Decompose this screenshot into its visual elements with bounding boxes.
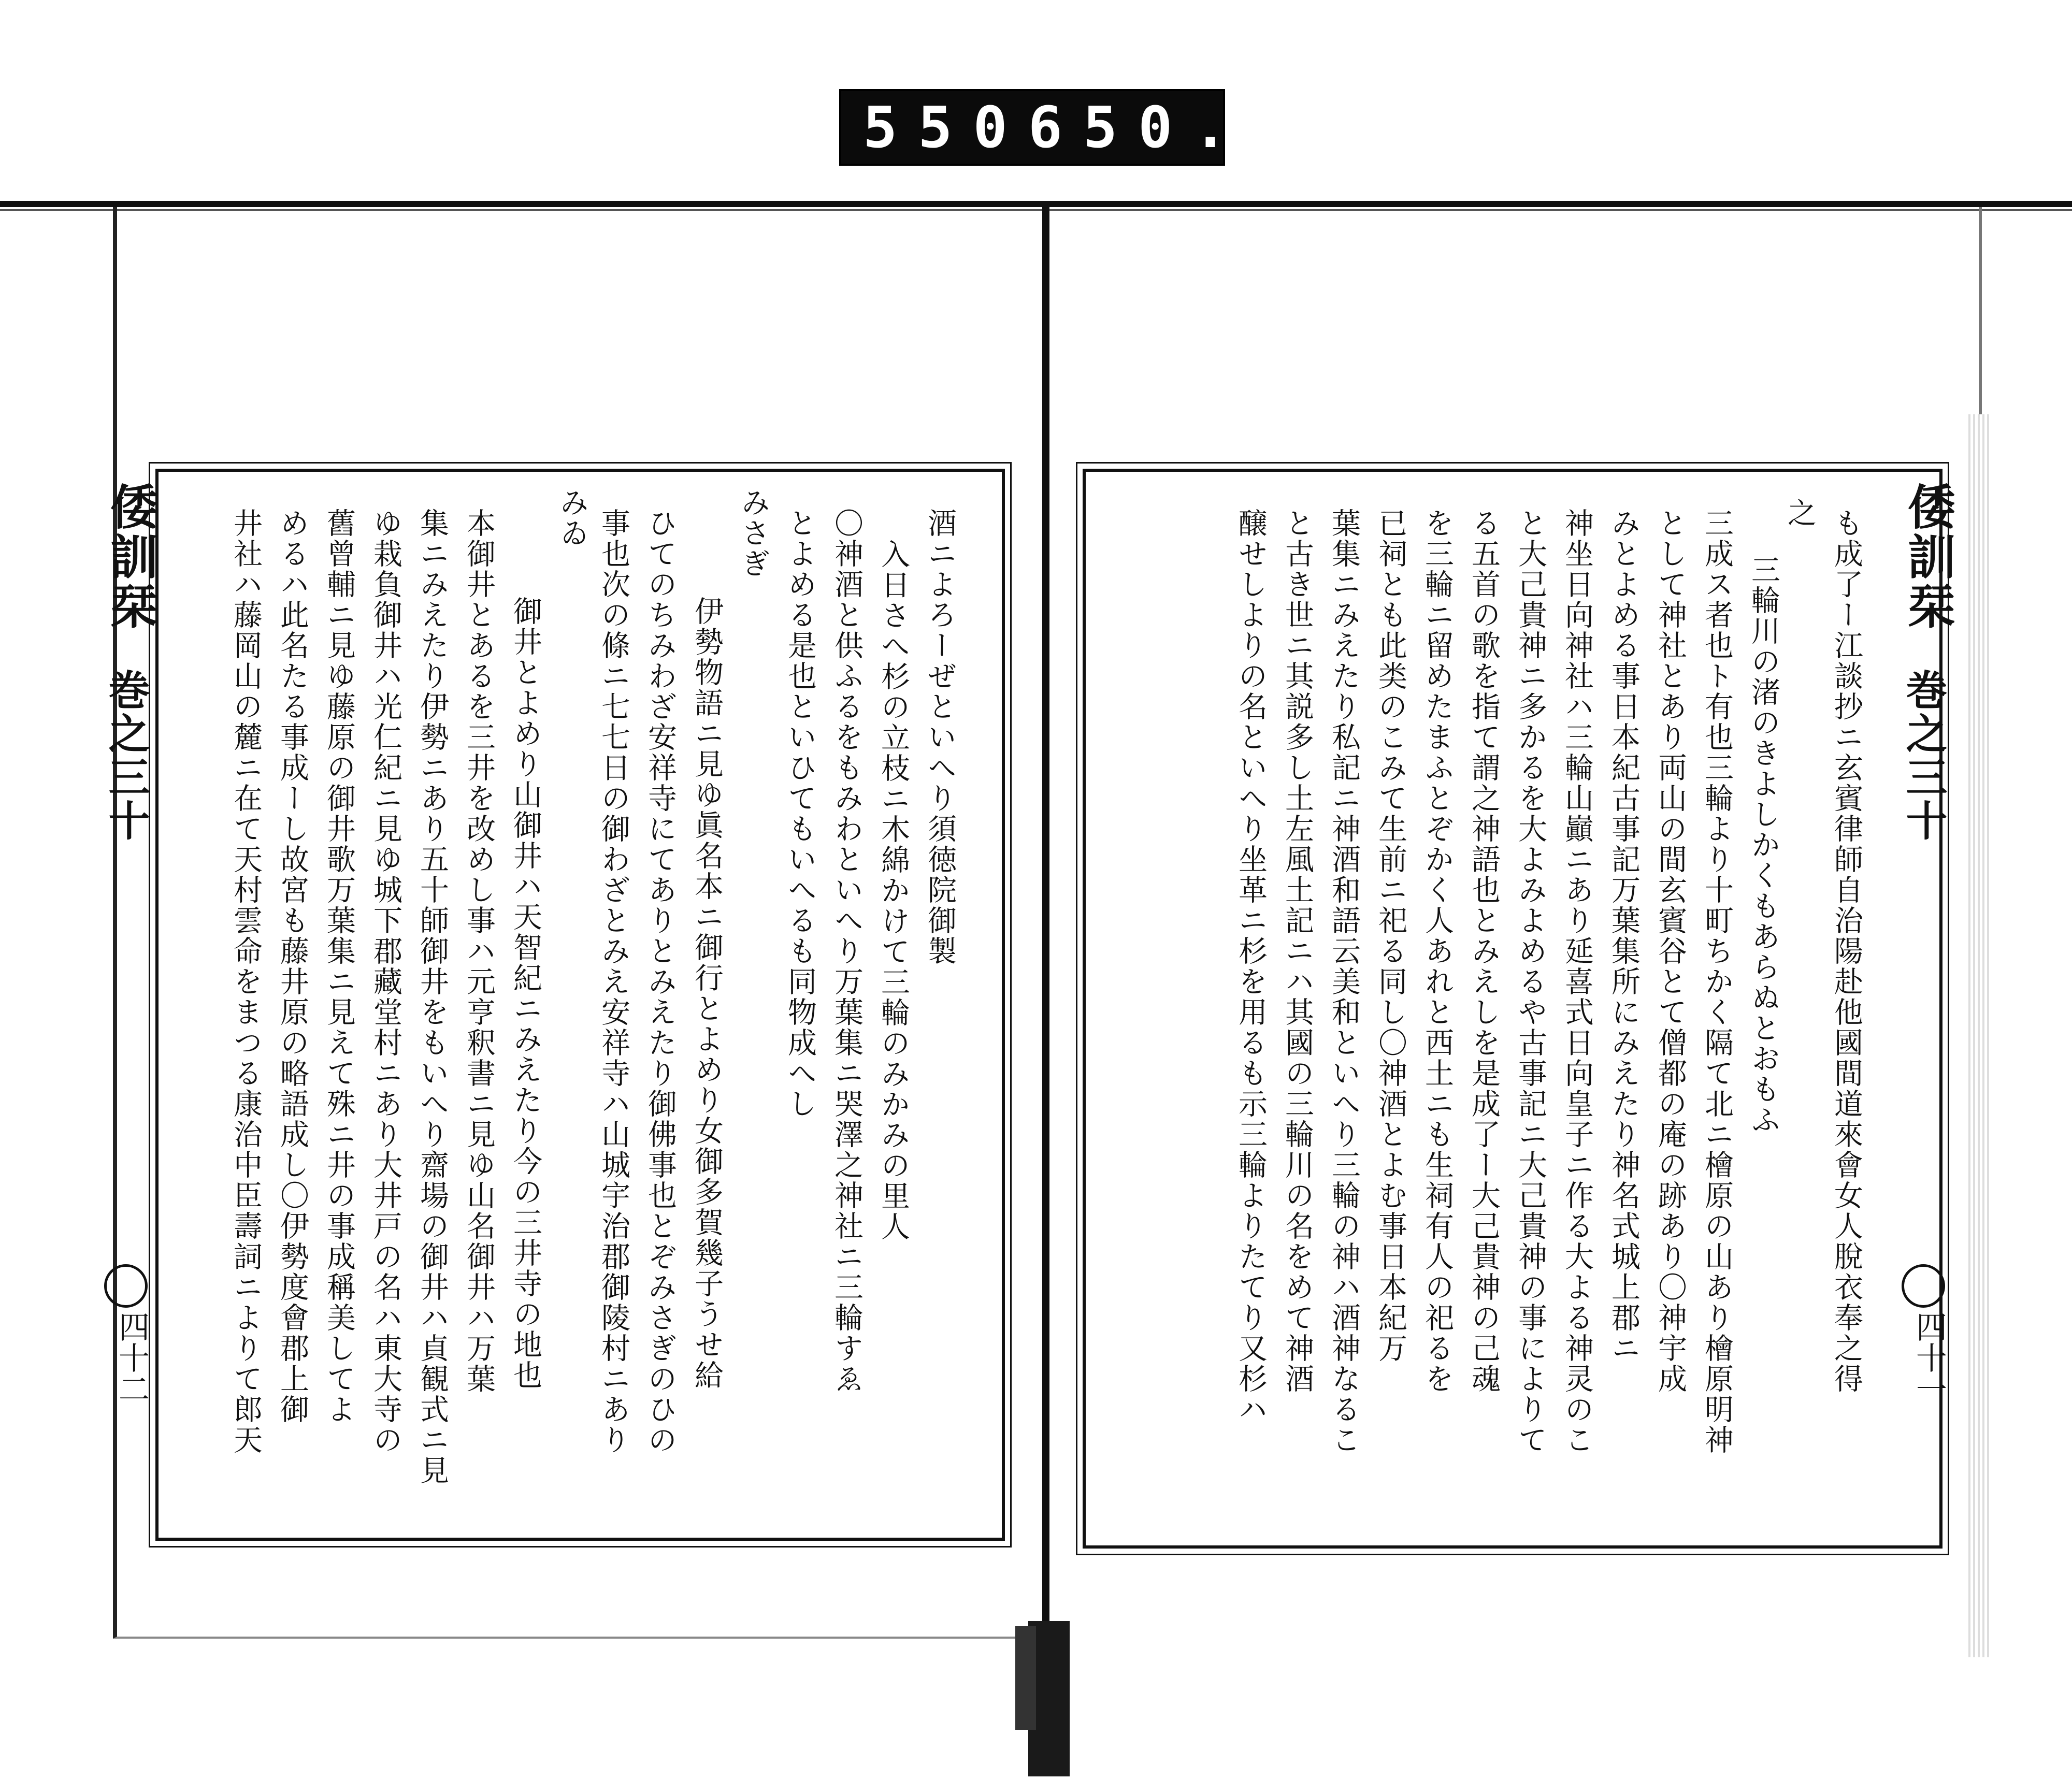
text-column: 之 xyxy=(1783,498,1817,528)
text-column: 醸せしよりの名といへり坐革ニ杉を用るも示三輪よりたてり又杉ハ xyxy=(1234,508,1268,1425)
right-running-head xyxy=(1894,482,1962,631)
book-top-rule xyxy=(0,201,2072,207)
text-column: として神社とあり両山の間玄賓谷とて僧都の庵の跡あり〇神宇成 xyxy=(1653,508,1687,1394)
text-column: 酒ニよろーぜといへり須徳院御製 xyxy=(923,508,957,966)
text-column: 入日さへ杉の立枝ニ木綿かけて三輪のみかみの里人 xyxy=(876,539,910,1242)
text-column: 伊勢物語ニ見ゆ眞名本ニ御行とよめり女御多賀幾子うせ給 xyxy=(690,596,724,1391)
text-column: る五首の歌を指て謂之神語也とみえしを是成了ー大己貴神の己魂 xyxy=(1467,508,1501,1394)
right-text-frame xyxy=(1083,469,1956,1549)
text-column: 神坐日向神社ハ三輪山巓ニあり延喜式日向皇子ニ作る大よる神灵のこ xyxy=(1560,508,1594,1455)
text-column: とよめる是也といひてもいへるも同物成へし xyxy=(783,508,817,1119)
text-column: 御井とよめり山御井ハ天智紀ニみえたり今の三井寺の地也 xyxy=(509,596,542,1391)
book-spine xyxy=(1042,205,1049,1644)
left-volume-label: 巻之三十 xyxy=(102,669,150,843)
frame-number-label xyxy=(839,89,1248,166)
left-running-head xyxy=(96,482,165,631)
right-volume-label: 巻之三十 xyxy=(1899,669,1948,843)
right-folio-circle xyxy=(1902,1264,1945,1308)
text-column: ゆ栽負御井ハ光仁紀ニ見ゆ城下郡藏堂村ニあり大井戸の名ハ東大寺の xyxy=(369,508,402,1455)
section-heading: みさぎ xyxy=(737,487,770,579)
text-column: 舊曾輔ニ見ゆ藤原の御井歌万葉集ニ見えて殊ニ井の事成稱美してよ xyxy=(322,508,356,1425)
frame-number-left: 550 xyxy=(863,94,1028,161)
text-column: と古き世ニ其説多し土左風土記ニハ其國の三輪川の名をめて神酒 xyxy=(1280,508,1314,1394)
text-column: 已祠とも此类のこみて生前ニ祀る同し〇神酒とよむ事日本紀万 xyxy=(1374,508,1407,1364)
frame-number-right: 650. xyxy=(1028,94,1248,161)
text-column: ひてのちみわざ安祥寺にてありとみえたり御佛事也とぞみさぎのひの xyxy=(643,508,677,1455)
page-edge xyxy=(1968,414,1989,1657)
right-folio: 四十一 xyxy=(1911,1311,1947,1404)
text-column: も成了ー江談抄ニ玄賓律師自治陽赴他國間道來會女人脫衣奉之得 xyxy=(1830,508,1863,1394)
text-column: 本御井とあるを三井を改めし事ハ元亨釈書ニ見ゆ山名御井ハ万葉 xyxy=(462,508,496,1394)
right-running-head-title: 倭訓栞 xyxy=(1900,482,1956,631)
text-column: 三輪川の渚のきよしかくもあらぬとおもふ xyxy=(1747,555,1780,1135)
left-folio-circle xyxy=(104,1264,148,1308)
left-running-head-title: 倭訓栞 xyxy=(103,482,159,631)
text-column: と大己貴神ニ多かるを大よみよめるや古事記ニ大己貴神の事によりて xyxy=(1514,508,1547,1455)
text-column: を三輪ニ留めたまふとぞかく人あれと西土ニも生祠有人の祀るを xyxy=(1420,508,1454,1394)
text-column: めるハ此名たる事成ーし故宮も藤井原の略語成し〇伊勢度會郡上御 xyxy=(276,508,309,1425)
text-column: 三成ス者也ト有也三輪より十町ちかく隔て北ニ檜原の山あり檜原明神 xyxy=(1700,508,1734,1455)
text-column: 井社ハ藤岡山の麓ニ在て天村雲命をまつる康治中臣壽詞ニよりて郎天 xyxy=(229,508,263,1455)
text-column: みとよめる事日本紀古事記万葉集所にみえたり神名式城上郡ニ xyxy=(1607,508,1641,1364)
section-heading: みゐ xyxy=(555,487,589,548)
text-column: 〇神酒と供ふるをもみわといへり万葉集ニ哭澤之神社ニ三輪すゑ xyxy=(830,508,864,1394)
text-column: 事也次の條ニ七七日の御わざとみえ安祥寺ハ山城宇治郡御陵村ニあり xyxy=(597,508,630,1455)
gutter-shadow-inner xyxy=(1015,1626,1036,1730)
left-folio: 四十二 xyxy=(113,1311,150,1404)
left-text-frame xyxy=(102,469,1005,1541)
text-column: 集ニみえたり伊勢ニあり五十師御井をもいへり齋場の御井ハ貞観式ニ見 xyxy=(415,508,449,1486)
text-column: 葉集ニみえたり私記ニ神酒和語云美和といへり三輪の神ハ酒神なるこ xyxy=(1327,508,1361,1455)
